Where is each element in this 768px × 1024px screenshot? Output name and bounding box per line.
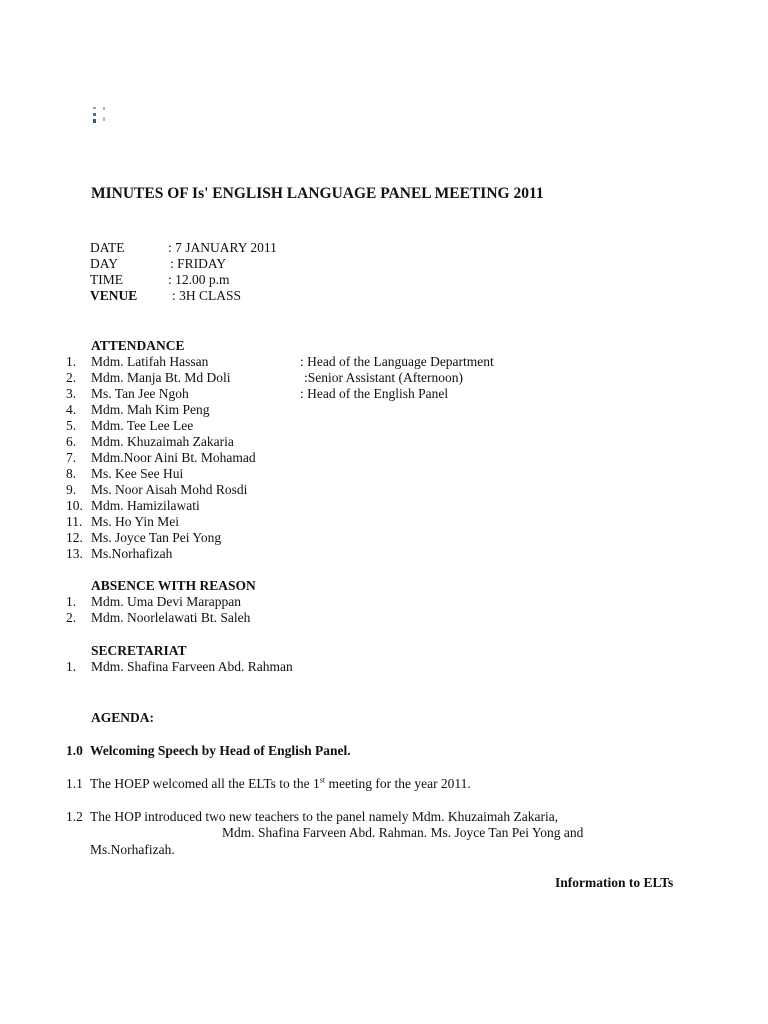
attendance-member-number: 9.	[66, 482, 77, 497]
attendance-member-number: 4.	[66, 402, 77, 417]
secretariat-heading: SECRETARIAT	[91, 643, 187, 658]
attendance-member-name: Mdm. Hamizilawati	[91, 498, 200, 513]
attendance-member-role: : Head of the Language Department	[300, 354, 494, 369]
attendance-member-name: Mdm. Tee Lee Lee	[91, 418, 194, 433]
attendance-member-name: Mdm. Mah Kim Peng	[91, 402, 210, 417]
info-label-time: TIME	[90, 272, 123, 287]
agenda-item-1-1-number: 1.1	[66, 776, 83, 791]
agenda-item-1-1-text	[90, 776, 471, 792]
attendance-member-number: 13.	[66, 546, 83, 561]
info-value-time: : 12.00 p.m	[168, 272, 230, 287]
info-value-date: : 7 JANUARY 2011	[168, 240, 277, 255]
item-1-1-text-end: meeting for the year 2011.	[325, 776, 471, 791]
attendance-member-number: 1.	[66, 354, 77, 369]
attendance-member-number: 3.	[66, 386, 77, 401]
attendance-member-number: 5.	[66, 418, 77, 433]
absence-member-name: Mdm. Uma Devi Marappan	[91, 594, 241, 609]
agenda-item-1-2-line2: Mdm. Shafina Farveen Abd. Rahman. Ms. Joyce Tan Pei Yong and	[222, 825, 584, 840]
attendance-member-name: Mdm. Latifah Hassan	[91, 354, 209, 369]
attendance-member-name: Mdm.Noor Aini Bt. Mohamad	[91, 450, 256, 465]
scan-marks	[92, 104, 108, 126]
attendance-heading: ATTENDANCE	[91, 338, 185, 353]
attendance-member-number: 12.	[66, 530, 83, 545]
attendance-member-name: Ms. Tan Jee Ngoh	[91, 386, 189, 401]
secretariat-member-name: Mdm. Shafina Farveen Abd. Rahman	[91, 659, 293, 674]
attendance-member-role: : Head of the English Panel	[300, 386, 449, 401]
attendance-member-role: :Senior Assistant (Afternoon)	[304, 370, 463, 385]
agenda-item-1-0-number: 1.0	[66, 743, 83, 758]
item-1-1-superscript: st	[319, 775, 326, 785]
agenda-item-1-2-line3: Ms.Norhafizah.	[90, 842, 175, 857]
agenda-item-1-2-number: 1.2	[66, 809, 83, 824]
absence-member-number: 1.	[66, 594, 77, 609]
document-title: MINUTES OF Is' ENGLISH LANGUAGE PANEL MEETING 2011	[91, 185, 544, 202]
attendance-member-name: Ms. Noor Aisah Mohd Rosdi	[91, 482, 248, 497]
attendance-member-name: Mdm. Khuzaimah Zakaria	[91, 434, 234, 449]
agenda-item-1-2-line1: The HOP introduced two new teachers to the panel namely Mdm. Khuzaimah Zakaria,	[90, 809, 559, 824]
item-1-1-text-start: The HOEP welcomed all the ELTs to the 1	[90, 776, 320, 791]
info-value-venue: : 3H CLASS	[172, 288, 242, 303]
info-value-day: : FRIDAY	[170, 256, 227, 271]
agenda-item-1-0-text: Welcoming Speech by Head of English Panel.	[90, 743, 351, 758]
attendance-member-name: Ms. Joyce Tan Pei Yong	[91, 530, 222, 545]
attendance-member-name: Ms. Kee See Hui	[91, 466, 184, 481]
attendance-member-name: Ms. Ho Yin Mei	[91, 514, 180, 529]
attendance-member-number: 7.	[66, 450, 77, 465]
info-label-day: DAY	[90, 256, 119, 271]
absence-member-number: 2.	[66, 610, 77, 625]
attendance-member-name: Mdm. Manja Bt. Md Doli	[91, 370, 231, 385]
attendance-member-number: 2.	[66, 370, 77, 385]
attendance-member-name: Ms.Norhafizah	[91, 546, 173, 561]
information-to-elts-note: Information to ELTs	[555, 875, 674, 890]
attendance-member-number: 8.	[66, 466, 77, 481]
secretariat-member-number: 1.	[66, 659, 77, 674]
agenda-heading: AGENDA:	[91, 710, 154, 725]
absence-member-name: Mdm. Noorlelawati Bt. Saleh	[91, 610, 251, 625]
attendance-member-number: 10.	[66, 498, 83, 513]
info-label-date: DATE	[90, 240, 125, 255]
absence-heading: ABSENCE WITH REASON	[91, 578, 256, 593]
attendance-member-number: 11.	[66, 514, 83, 529]
attendance-member-number: 6.	[66, 434, 77, 449]
info-label-venue: VENUE	[90, 288, 138, 303]
